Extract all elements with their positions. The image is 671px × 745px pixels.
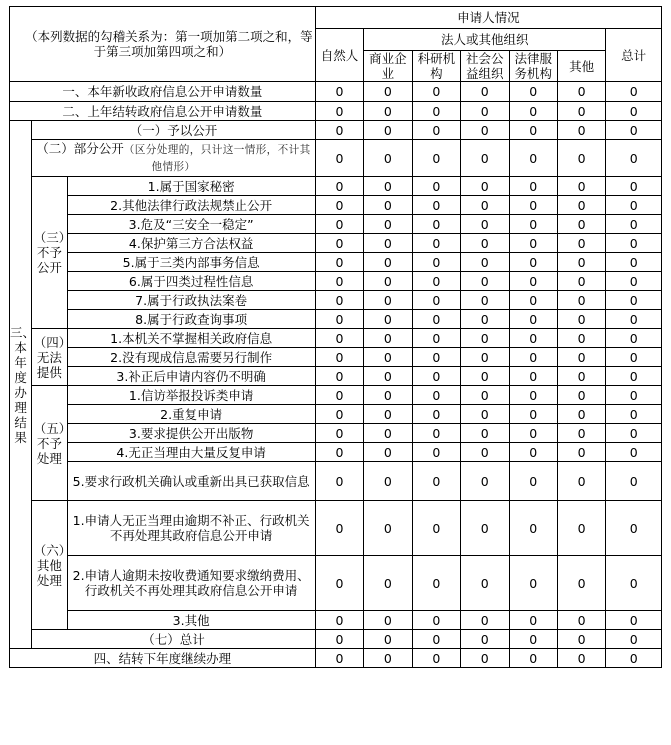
cell-value: 0	[364, 291, 412, 310]
row-label-internal-affairs: 5.属于三类内部事务信息	[67, 253, 315, 272]
cell-value: 0	[412, 310, 460, 329]
column-research-institution: 科研机构	[412, 51, 460, 82]
government-info-disclosure-table	[9, 6, 662, 668]
cell-value: 0	[509, 462, 557, 501]
cell-value: 0	[606, 82, 662, 102]
cell-value: 0	[461, 234, 509, 253]
cell-value: 0	[364, 424, 412, 443]
cell-value: 0	[315, 424, 363, 443]
cell-value: 0	[412, 177, 460, 196]
row-label-new-applications: 一、本年新收政府信息公开申请数量	[10, 82, 316, 102]
cell-value: 0	[606, 272, 662, 291]
column-commercial-enterprise: 商业企业	[364, 51, 412, 82]
cell-value: 0	[461, 272, 509, 291]
cell-value: 0	[557, 611, 605, 630]
cell-value: 0	[606, 462, 662, 501]
row-label-other-misc: 3.其他	[67, 611, 315, 630]
cell-value: 0	[606, 215, 662, 234]
cell-value: 0	[364, 215, 412, 234]
cell-value: 0	[461, 649, 509, 668]
cell-value: 0	[557, 82, 605, 102]
table-row	[10, 611, 662, 630]
cell-value: 0	[509, 82, 557, 102]
cell-value: 0	[509, 630, 557, 649]
row-label-repeated-no-reason: 4.无正当理由大量反复申请	[67, 443, 315, 462]
table-body	[10, 82, 662, 668]
row-label-overdue-no-correction: 1.申请人无正当理由逾期不补正、行政机关不再处理其政府信息公开申请	[67, 501, 315, 556]
cell-value: 0	[315, 405, 363, 424]
table-row	[10, 424, 662, 443]
column-total: 总计	[606, 29, 662, 82]
table-row	[10, 196, 662, 215]
cell-value: 0	[364, 348, 412, 367]
cell-value: 0	[412, 215, 460, 234]
cell-value: 0	[557, 329, 605, 348]
cell-value: 0	[412, 556, 460, 611]
cell-value: 0	[364, 253, 412, 272]
cell-value: 0	[461, 405, 509, 424]
cell-value: 0	[606, 405, 662, 424]
column-social-welfare-org: 社会公益组织	[461, 51, 509, 82]
cell-value: 0	[364, 501, 412, 556]
cell-value: 0	[461, 121, 509, 140]
cell-value: 0	[606, 611, 662, 630]
cell-value: 0	[412, 611, 460, 630]
cell-value: 0	[557, 348, 605, 367]
row-label-annual-processing-result: 三、本年度办理结果	[10, 121, 32, 649]
cell-value: 0	[461, 177, 509, 196]
cell-value: 0	[364, 462, 412, 501]
row-label-overdue-no-payment: 2.申请人逾期未按收费通知要求缴纳费用、行政机关不再处理其政府信息公开申请	[67, 556, 315, 611]
table-row	[10, 405, 662, 424]
table-row	[10, 443, 662, 462]
cell-value: 0	[509, 215, 557, 234]
row-label-needs-creation: 2.没有现成信息需要另行制作	[67, 348, 315, 367]
cell-value: 0	[315, 329, 363, 348]
header-row-group	[10, 7, 662, 29]
row-group-unable-to-provide: （四）无法提供	[32, 329, 67, 386]
cell-value: 0	[606, 121, 662, 140]
cell-value: 0	[461, 215, 509, 234]
cell-value: 0	[364, 649, 412, 668]
cell-value: 0	[606, 443, 662, 462]
cell-value: 0	[461, 102, 509, 121]
cell-value: 0	[412, 386, 460, 405]
cell-value: 0	[509, 196, 557, 215]
cell-value: 0	[315, 310, 363, 329]
cell-value: 0	[557, 386, 605, 405]
cell-value: 0	[412, 196, 460, 215]
cell-value: 0	[412, 329, 460, 348]
cell-value: 0	[315, 462, 363, 501]
table-row	[10, 556, 662, 611]
cell-value: 0	[364, 272, 412, 291]
cell-value: 0	[606, 649, 662, 668]
cell-value: 0	[364, 367, 412, 386]
cell-value: 0	[412, 121, 460, 140]
cell-value: 0	[364, 405, 412, 424]
table-row	[10, 253, 662, 272]
table-row	[10, 121, 662, 140]
row-label-carryover-next-year: 四、结转下年度继续办理	[10, 649, 316, 668]
cell-value: 0	[509, 253, 557, 272]
cell-value: 0	[509, 501, 557, 556]
table-row	[10, 649, 662, 668]
table-row	[10, 272, 662, 291]
cell-value: 0	[509, 556, 557, 611]
cell-value: 0	[557, 140, 605, 177]
row-label-duplicate-application: 2.重复申请	[67, 405, 315, 424]
cell-value: 0	[412, 405, 460, 424]
cell-value: 0	[364, 630, 412, 649]
table-row	[10, 501, 662, 556]
cell-value: 0	[509, 424, 557, 443]
row-label-text: （二）部分公开	[36, 141, 124, 156]
cell-value: 0	[412, 82, 460, 102]
cell-value: 0	[557, 556, 605, 611]
cell-value: 0	[315, 556, 363, 611]
cell-value: 0	[315, 177, 363, 196]
cell-value: 0	[315, 630, 363, 649]
cell-value: 0	[606, 348, 662, 367]
row-label-note: （区分处理的，只计这一情形，不计其他情形）	[123, 144, 311, 173]
row-label-partially-disclosed	[32, 140, 316, 177]
row-label-still-unclear: 3.补正后申请内容仍不明确	[67, 367, 315, 386]
row-label-carryover-applications: 二、上年结转政府信息公开申请数量	[10, 102, 316, 121]
table-row	[10, 177, 662, 196]
cell-value: 0	[509, 367, 557, 386]
cell-value: 0	[606, 556, 662, 611]
table-row	[10, 630, 662, 649]
cell-value: 0	[509, 649, 557, 668]
row-label-published-material: 3.要求提供公开出版物	[67, 424, 315, 443]
cell-value: 0	[509, 611, 557, 630]
cell-value: 0	[364, 329, 412, 348]
table-row	[10, 102, 662, 121]
cell-value: 0	[606, 310, 662, 329]
cell-value: 0	[461, 501, 509, 556]
cell-value: 0	[461, 611, 509, 630]
cell-value: 0	[412, 443, 460, 462]
cell-value: 0	[557, 102, 605, 121]
cell-value: 0	[509, 140, 557, 177]
cell-value: 0	[606, 329, 662, 348]
cell-value: 0	[315, 121, 363, 140]
cell-value: 0	[606, 102, 662, 121]
cell-value: 0	[315, 348, 363, 367]
cell-value: 0	[557, 215, 605, 234]
table-row	[10, 82, 662, 102]
cell-value: 0	[509, 329, 557, 348]
cell-value: 0	[557, 462, 605, 501]
cell-value: 0	[461, 291, 509, 310]
cell-value: 0	[557, 424, 605, 443]
cell-value: 0	[557, 443, 605, 462]
cell-value: 0	[509, 291, 557, 310]
table-row	[10, 329, 662, 348]
cell-value: 0	[461, 82, 509, 102]
row-label-other-law-prohibits: 2.其他法律行政法规禁止公开	[67, 196, 315, 215]
cell-value: 0	[606, 630, 662, 649]
cell-value: 0	[509, 272, 557, 291]
cell-value: 0	[509, 177, 557, 196]
cell-value: 0	[509, 102, 557, 121]
cell-value: 0	[315, 196, 363, 215]
cell-value: 0	[412, 234, 460, 253]
cell-value: 0	[557, 177, 605, 196]
row-label-enforcement-file: 7.属于行政执法案卷	[67, 291, 315, 310]
cell-value: 0	[315, 611, 363, 630]
cell-value: 0	[509, 121, 557, 140]
row-label-subtotal: （七）总计	[32, 630, 316, 649]
cell-value: 0	[315, 102, 363, 121]
cell-value: 0	[461, 556, 509, 611]
table-row	[10, 215, 662, 234]
table-row	[10, 310, 662, 329]
cell-value: 0	[557, 630, 605, 649]
cell-value: 0	[461, 462, 509, 501]
column-other: 其他	[557, 51, 605, 82]
cell-value: 0	[412, 630, 460, 649]
column-natural-person: 自然人	[315, 29, 363, 82]
cell-value: 0	[364, 443, 412, 462]
cell-value: 0	[412, 253, 460, 272]
cell-value: 0	[557, 196, 605, 215]
cell-value: 0	[315, 82, 363, 102]
cell-value: 0	[509, 348, 557, 367]
table-row	[10, 367, 662, 386]
cell-value: 0	[461, 348, 509, 367]
cell-value: 0	[364, 556, 412, 611]
cell-value: 0	[364, 234, 412, 253]
cell-value: 0	[509, 405, 557, 424]
row-label-endanger-safety: 3.危及“三安全一稳定”	[67, 215, 315, 234]
row-label-petition-complaint: 1.信访举报投诉类申请	[67, 386, 315, 405]
cell-value: 0	[412, 649, 460, 668]
table-row	[10, 386, 662, 405]
cell-value: 0	[461, 443, 509, 462]
cell-value: 0	[412, 367, 460, 386]
cell-value: 0	[412, 462, 460, 501]
row-group-other-processing: （六）其他处理	[32, 501, 67, 630]
table-row	[10, 462, 662, 501]
cell-value: 0	[315, 291, 363, 310]
cell-value: 0	[461, 329, 509, 348]
table-header	[10, 7, 662, 82]
cell-value: 0	[364, 102, 412, 121]
cell-value: 0	[557, 649, 605, 668]
cell-value: 0	[315, 367, 363, 386]
cell-value: 0	[557, 121, 605, 140]
cell-value: 0	[461, 253, 509, 272]
cell-value: 0	[412, 102, 460, 121]
cell-value: 0	[606, 291, 662, 310]
cell-value: 0	[461, 196, 509, 215]
cell-value: 0	[557, 234, 605, 253]
legal-entity-group-header: 法人或其他组织	[364, 29, 606, 51]
row-label-disclosed: （一）予以公开	[32, 121, 316, 140]
cell-value: 0	[557, 310, 605, 329]
cell-value: 0	[509, 234, 557, 253]
cell-value: 0	[461, 386, 509, 405]
cell-value: 0	[557, 272, 605, 291]
cell-value: 0	[461, 424, 509, 443]
cell-value: 0	[606, 367, 662, 386]
table-row	[10, 348, 662, 367]
cell-value: 0	[364, 82, 412, 102]
cell-value: 0	[364, 140, 412, 177]
cell-value: 0	[557, 501, 605, 556]
cell-value: 0	[315, 234, 363, 253]
cell-value: 0	[315, 386, 363, 405]
column-legal-service-org: 法律服务机构	[509, 51, 557, 82]
cell-value: 0	[412, 291, 460, 310]
cell-value: 0	[606, 253, 662, 272]
cell-value: 0	[315, 215, 363, 234]
row-label-reconfirm-obtained-info: 5.要求行政机关确认或重新出具已获取信息	[67, 462, 315, 501]
table-row	[10, 234, 662, 253]
cell-value: 0	[412, 501, 460, 556]
row-label-state-secret: 1.属于国家秘密	[67, 177, 315, 196]
table-row	[10, 140, 662, 177]
cell-value: 0	[412, 272, 460, 291]
cell-value: 0	[509, 443, 557, 462]
cell-value: 0	[606, 501, 662, 556]
cell-value: 0	[509, 310, 557, 329]
cell-value: 0	[606, 177, 662, 196]
cell-value: 0	[461, 140, 509, 177]
row-group-not-disclosed: （三）不予公开	[32, 177, 67, 329]
row-label-administrative-inquiry: 8.属于行政查询事项	[67, 310, 315, 329]
cell-value: 0	[606, 386, 662, 405]
cell-value: 0	[315, 253, 363, 272]
column-relation-note: （本列数据的勾稽关系为：第一项加第二项之和，等于第三项加第四项之和）	[10, 7, 316, 82]
row-group-not-processed: （五）不予处理	[32, 386, 67, 501]
cell-value: 0	[606, 196, 662, 215]
table-row	[10, 291, 662, 310]
cell-value: 0	[461, 630, 509, 649]
row-label-not-held: 1.本机关不掌握相关政府信息	[67, 329, 315, 348]
cell-value: 0	[315, 501, 363, 556]
cell-value: 0	[315, 272, 363, 291]
cell-value: 0	[364, 177, 412, 196]
applicant-situation-header: 申请人情况	[315, 7, 661, 29]
cell-value: 0	[315, 140, 363, 177]
cell-value: 0	[412, 348, 460, 367]
cell-value: 0	[557, 253, 605, 272]
cell-value: 0	[315, 649, 363, 668]
row-label-third-party-rights: 4.保护第三方合法权益	[67, 234, 315, 253]
cell-value: 0	[461, 310, 509, 329]
cell-value: 0	[412, 424, 460, 443]
cell-value: 0	[364, 386, 412, 405]
cell-value: 0	[606, 140, 662, 177]
cell-value: 0	[557, 367, 605, 386]
cell-value: 0	[509, 386, 557, 405]
cell-value: 0	[364, 611, 412, 630]
cell-value: 0	[461, 367, 509, 386]
cell-value: 0	[315, 443, 363, 462]
cell-value: 0	[364, 121, 412, 140]
cell-value: 0	[412, 140, 460, 177]
cell-value: 0	[557, 291, 605, 310]
cell-value: 0	[364, 310, 412, 329]
row-label-process-information: 6.属于四类过程性信息	[67, 272, 315, 291]
cell-value: 0	[364, 196, 412, 215]
cell-value: 0	[606, 234, 662, 253]
cell-value: 0	[557, 405, 605, 424]
cell-value: 0	[606, 424, 662, 443]
